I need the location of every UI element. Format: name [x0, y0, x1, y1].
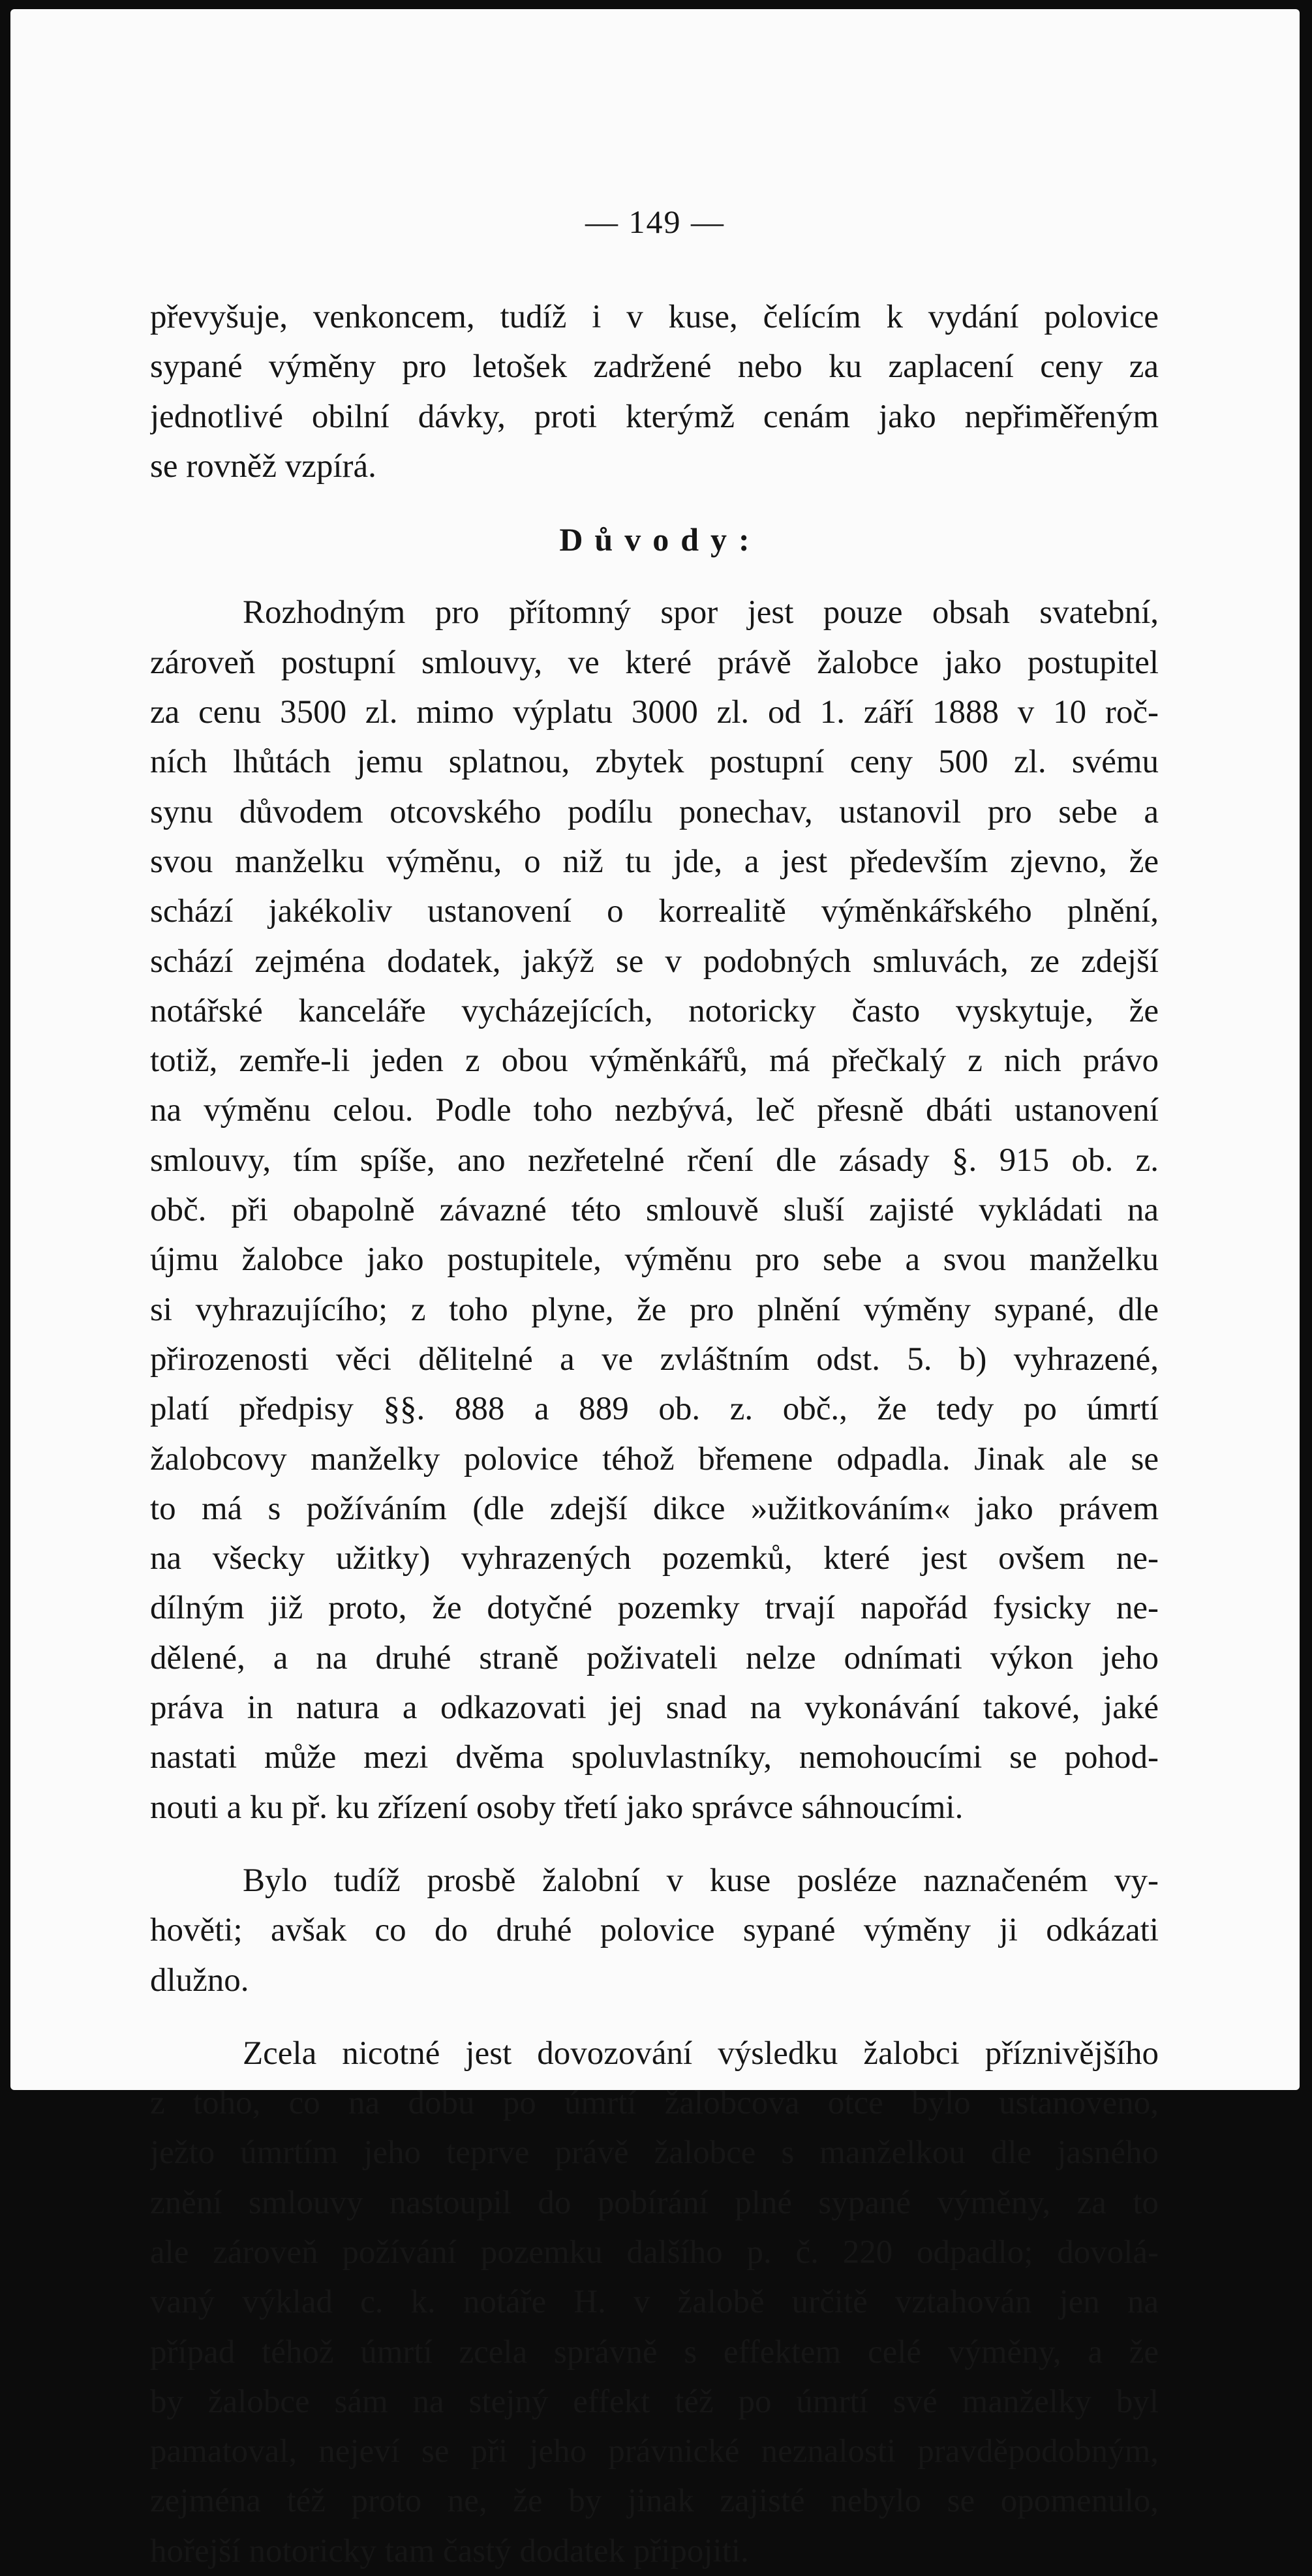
- text-line: dlužno.: [150, 1962, 249, 1999]
- text-line: zároveň postupní smlouvy, ve které právě žalobce jako postupitel: [150, 644, 1159, 681]
- text-line: z toho, co na dobu po úmrtí žalobcova otce bylo ustanoveno,: [150, 2085, 1159, 2122]
- text-line: dělené, a na druhé straně poživateli nelze odnímati výkon jeho: [150, 1639, 1159, 1676]
- paragraph-2: [150, 588, 1159, 1832]
- text-line: platí předpisy §§. 888 a 889 ob. z. obč., že tedy po úmrtí: [150, 1391, 1159, 1428]
- text-line: ních lhůtách jemu splatnou, zbytek postupní ceny 500 zl. svému: [150, 744, 1159, 781]
- text-line: schází zejména dodatek, jakýž se v podobných smluvách, ze zdejší: [150, 943, 1159, 980]
- text-line: žalobcovy manželky polovice téhož břemene odpadla. Jinak ale se: [150, 1440, 1159, 1477]
- spacer: [150, 1832, 1159, 1856]
- paragraph-3: [150, 1856, 1159, 2005]
- text-line: si vyhrazujícího; z toho plyne, že pro plnění výměny sypané, dle: [150, 1291, 1159, 1328]
- text-line: Rozhodným pro přítomný spor jest pouze obsah svatební,: [243, 594, 1159, 631]
- page-number: — 149 —: [585, 204, 725, 240]
- text-line: totiž, zemře-li jeden z obou výměnkářů, má přečkalý z nich právo: [150, 1042, 1159, 1080]
- text-line: notářské kanceláře vycházejících, notoricky často vyskytuje, že: [150, 992, 1159, 1029]
- text-line: ale zároveň požívání pozemku dalšího p. č. 220 odpadlo; dovolá-: [150, 2234, 1159, 2271]
- spacer: [150, 564, 1159, 588]
- text-line: synu důvodem otcovského podílu ponechav, ustanovil pro sebe a: [150, 793, 1159, 830]
- text-line: na všecky užitky) vyhrazených pozemků, které jest ovšem ne-: [150, 1540, 1159, 1577]
- text-line: pamatoval, nejeví se při jeho právnické neznalosti pravděpodobným,: [150, 2433, 1159, 2470]
- text-line: svou manželku výměnu, o niž tu jde, a jest především zjevno, že: [150, 843, 1159, 880]
- section-heading: Důvody:: [559, 521, 761, 558]
- text-line: Bylo tudíž prosbě žalobní v kuse posléze naznačeném vy-: [243, 1862, 1159, 1899]
- text-line: hořejší notoricky tam častý dodatek připojiti.: [150, 2532, 749, 2569]
- text-line: znění smlouvy nastoupil do pobírání plné sypané výměny, za to: [150, 2184, 1159, 2221]
- text-line: za cenu 3500 zl. mimo výplatu 3000 zl. od 1. září 1888 v 10 roč-: [150, 694, 1159, 731]
- spacer: [150, 491, 1159, 515]
- text-line: vaný výklad c. k. notáře H. v žalobě určitě vztahován jen na: [150, 2284, 1159, 2321]
- text-line: smlouvy, tím spíše, ano nezřetelné rčení dle zásady §. 915 ob. z.: [150, 1142, 1159, 1179]
- text-line: ježto úmrtím jeho teprve právě žalobce s manželkou dle jasného: [150, 2134, 1159, 2172]
- text-line: převyšuje, venkoncem, tudíž i v kuse, čelícím k vydání polovice: [150, 299, 1159, 335]
- text-line: přirozenosti věci dělitelné a ve zvláštním odst. 5. b) vyhrazené,: [150, 1341, 1159, 1378]
- text-line: na výměnu celou. Podle toho nezbývá, leč přesně dbáti ustanovení: [150, 1092, 1159, 1129]
- text-line: se rovněž vzpírá.: [150, 447, 376, 485]
- text-line: obč. při obapolně závazné této smlouvě sluší zajisté vykládati na: [150, 1192, 1159, 1229]
- text-line: sypané výměny pro letošek zadržené nebo ku zaplacení ceny za: [150, 348, 1159, 386]
- document-page: [10, 9, 1300, 2569]
- text-line: to má s požíváním (dle zdejší dikce »užitkováním« jako právem: [150, 1490, 1159, 1527]
- text-line: práva in natura a odkazovati jej snad na vykonávání takové, jaké: [150, 1690, 1159, 1727]
- text-line: by žalobce sám na stejný effekt též po úmrtí své manželky byl: [150, 2383, 1159, 2420]
- text-line: případ téhož úmrtí zcela správně s effektem celé výměny, a že: [150, 2333, 1159, 2371]
- text-line: schází jakékoliv ustanovení o korrealitě výměnkářského plnění,: [150, 893, 1159, 930]
- text-line: nouti a ku př. ku zřízení osoby třetí jako správce sáhnoucími.: [150, 1789, 964, 1826]
- paragraph-4: [150, 2029, 1159, 2576]
- text-line: jednotlivé obilní dávky, proti kterýmž cenám jako nepřiměřeným: [150, 398, 1159, 435]
- spacer: [150, 2005, 1159, 2029]
- text-line: dílným již proto, že dotyčné pozemky trvají napořád fysicky ne-: [150, 1590, 1159, 1627]
- text-line: újmu žalobce jako postupitele, výměnu pro sebe a svou manželku: [150, 1241, 1159, 1279]
- text-line: Zcela nicotné jest dovozování výsledku žalobci příznivějšího: [243, 2035, 1159, 2072]
- text-line: nastati může mezi dvěma spoluvlastníky, nemohoucími se pohod-: [150, 1739, 1159, 1776]
- body-text: [150, 292, 1159, 2576]
- paragraph-1: [150, 292, 1159, 491]
- text-line: hověti; avšak co do druhé polovice sypané výměny ji odkázati: [150, 1912, 1159, 1949]
- text-line: zejména též proto ne, že by jinak zajisté nebylo se opomenulo,: [150, 2483, 1159, 2520]
